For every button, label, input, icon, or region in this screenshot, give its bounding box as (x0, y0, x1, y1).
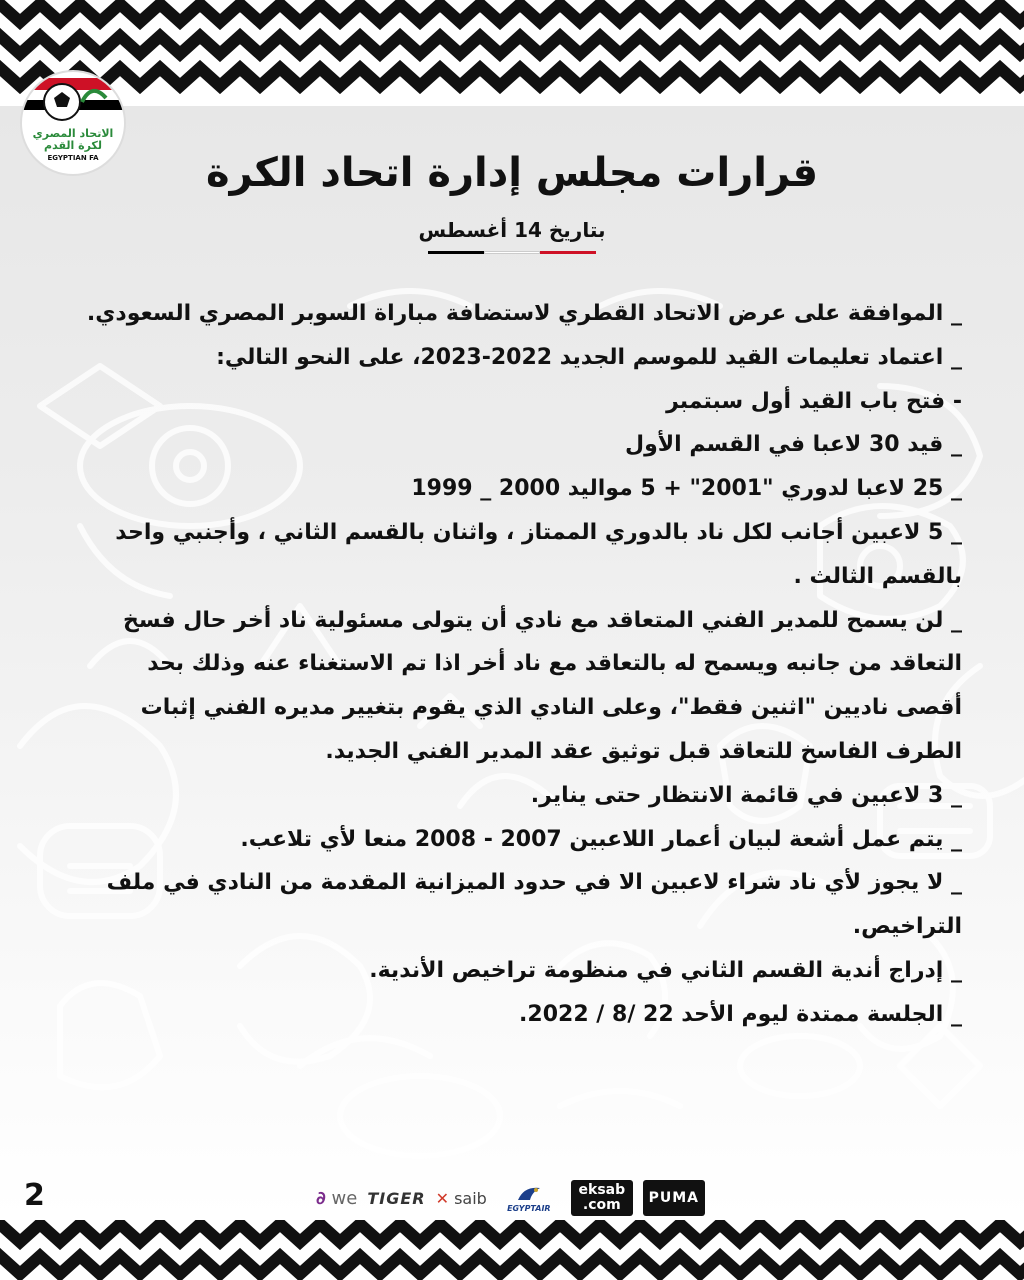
sponsor-eksab-logo (571, 1180, 633, 1216)
decision-line: _ يتم عمل أشعة لبيان أعمار اللاعبين 2007 - 2008 منعا لأي تلاعب. (240, 826, 962, 852)
decision-line: _ 25 لاعبا لدوري "2001" + 5 مواليد 2000 _ 1999 (411, 476, 962, 502)
decision-line: _ 3 لاعبين في قائمة الانتظار حتى يناير. (530, 782, 962, 808)
logo-english-text: EGYPTIAN FA (47, 154, 99, 162)
sponsor-eksab-bottom: .com (582, 1197, 621, 1213)
underline-white (484, 251, 540, 254)
flag-underline (428, 251, 596, 254)
logo-arabic-text: الاتحاد المصري لكرة القدم (32, 127, 114, 152)
saib-symbol-icon: ✕ (435, 1188, 449, 1208)
decision-line: _ لا يجوز لأي ناد شراء لاعبين الا في حدود الميزانية المقدمة من النادي في ملف (106, 870, 962, 896)
decision-line: - فتح باب القيد أول سبتمبر (666, 388, 962, 414)
decision-line: _ قيد 30 لاعبا في القسم الأول (625, 432, 962, 458)
page-title: قرارات مجلس إدارة اتحاد الكرة (205, 150, 819, 196)
top-zigzag-border (0, 0, 1024, 106)
sponsor-egyptair-logo (497, 1182, 561, 1214)
decision-line: _ لن يسمح للمدير الفني المتعاقد مع نادي أن يتولى مسئولية ناد أخر حال فسخ (123, 607, 962, 633)
page-number: 2 (24, 1178, 45, 1213)
decision-line: _ الجلسة ممتدة ليوم الأحد 22 /8 / 2022. (519, 1001, 962, 1027)
sponsors-bar (316, 1180, 705, 1216)
decision-line: _ 5 لاعبين أجانب لكل ناد بالدوري الممتاز ، واثنان بالقسم الثاني ، وأجنبي واحد (115, 519, 962, 545)
underline-red (540, 251, 596, 254)
bottom-zigzag-border (0, 1220, 1024, 1280)
sponsor-puma-logo: PUMA (643, 1180, 705, 1216)
horus-falcon-icon (514, 1184, 544, 1204)
decision-line: الطرف الفاسخ للتعاقد قبل توثيق عقد المدير الفني الجديد. (325, 738, 962, 764)
decision-line: _ الموافقة على عرض الاتحاد القطري لاستضافة مباراة السوبر المصري السعودي. (86, 301, 962, 326)
sponsor-we-text: we (331, 1187, 358, 1209)
sponsor-tiger-logo: TIGER (367, 1188, 426, 1208)
decisions-list (57, 292, 962, 1037)
sponsor-saib-text: saib (454, 1188, 487, 1208)
decision-line: بالقسم الثالث . (793, 563, 962, 589)
decision-line: التعاقد من جانبه ويسمح له بالتعاقد مع ناد أخر اذا تم الاستغناء عنه وذلك بحد (147, 651, 962, 677)
we-symbol-icon: ∂ (316, 1187, 326, 1209)
decision-line: _ اعتماد تعليمات القيد للموسم الجديد 2022-2023، على النحو التالي: (216, 344, 962, 370)
underline-black (428, 251, 484, 254)
decision-line: التراخيص. (852, 914, 962, 940)
sponsor-eksab-top: eksab (578, 1182, 626, 1198)
sponsor-we-logo (316, 1188, 357, 1209)
sponsor-saib-logo (436, 1189, 487, 1208)
page-subtitle-date: بتاريخ 14 أغسطس (418, 218, 606, 242)
decision-line: _ إدراج أندية القسم الثاني في منظومة تراخيص الأندية. (369, 957, 962, 983)
decision-line: أقصى ناديين "اثنين فقط"، وعلى النادي الذي يقوم بتغيير مديره الفني إثبات (140, 695, 962, 721)
sponsor-egyptair-text: EGYPTAIR (507, 1203, 551, 1213)
